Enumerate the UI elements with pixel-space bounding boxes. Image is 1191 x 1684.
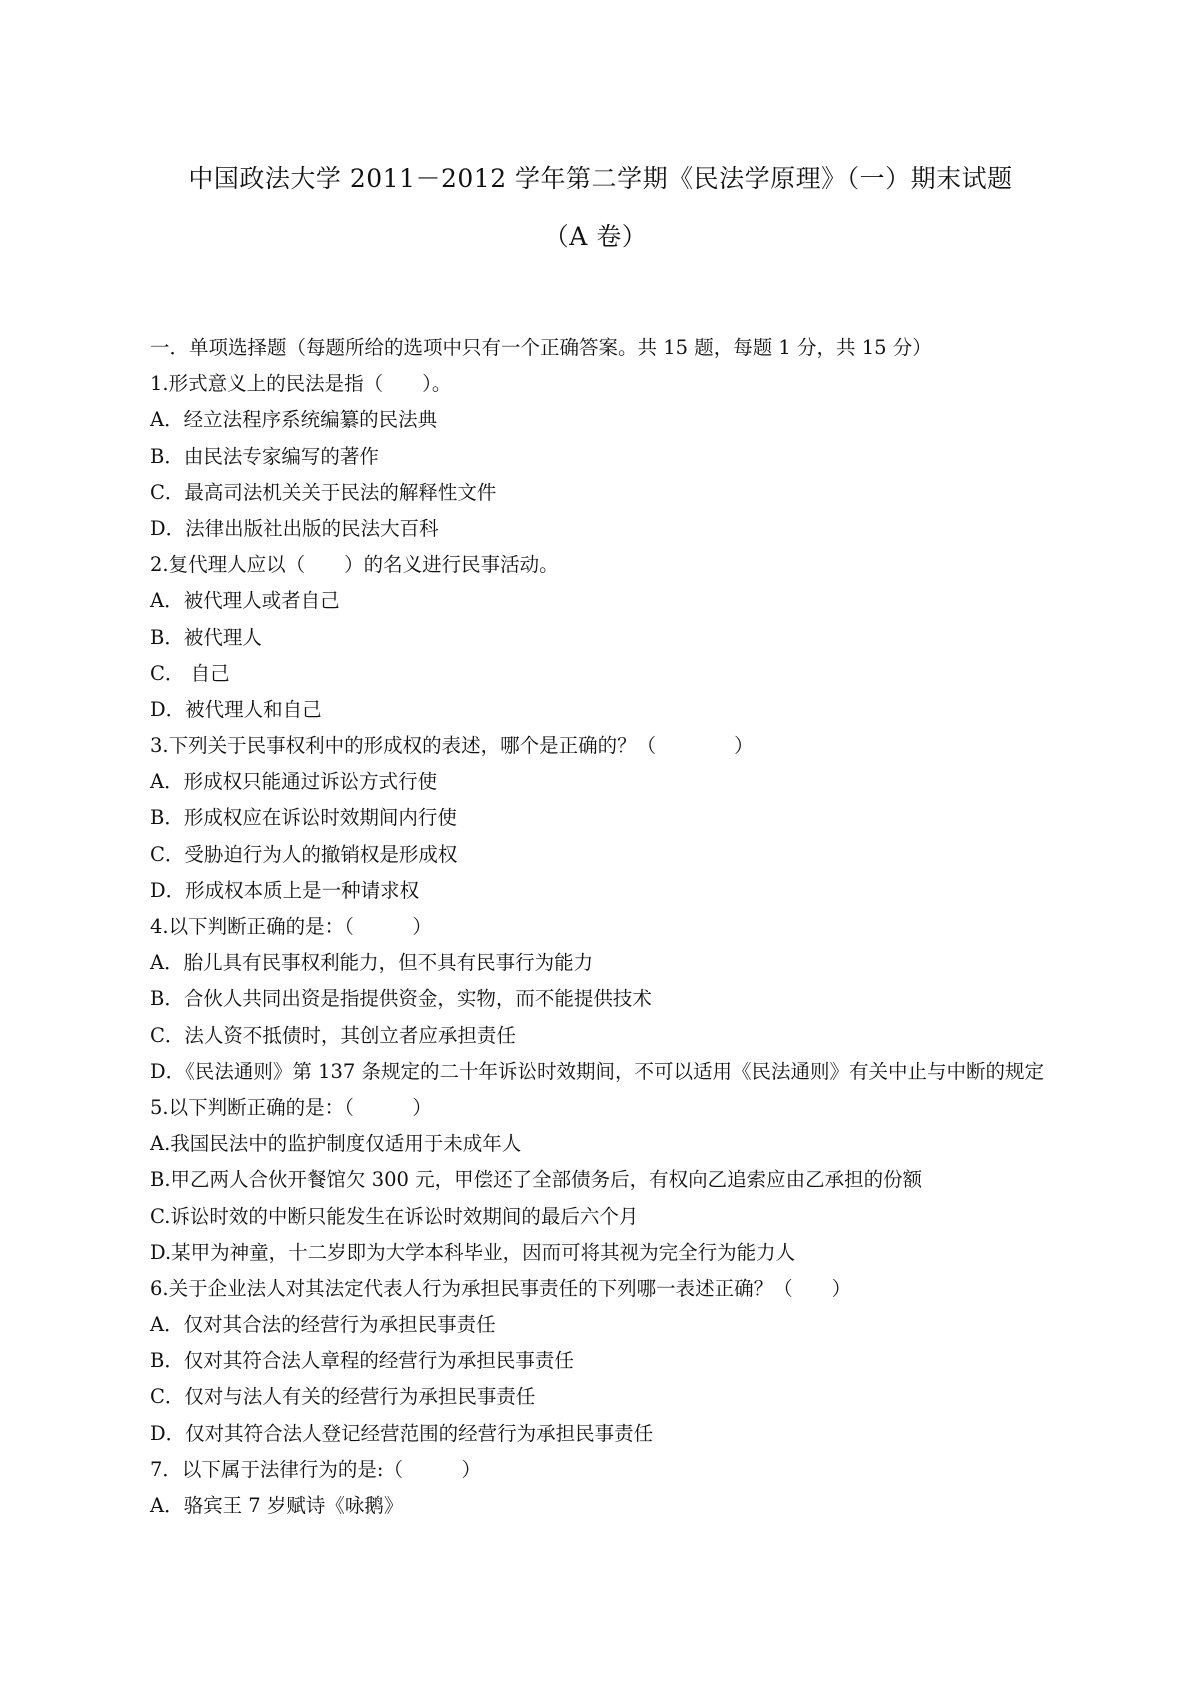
question-5-option-b: B.甲乙两人合伙开餐馆欠 300 元，甲偿还了全部债务后，有权向乙追索应由乙承担的份额 (150, 1168, 923, 1192)
question-6-stem: 6.关于企业法人对其法定代表人行为承担民事责任的下列哪一表述正确？（ ） (150, 1276, 852, 1300)
question-6-option-b: B．仅对其符合法人章程的经营行为承担民事责任 (150, 1349, 574, 1373)
question-4-option-a: A．胎儿具有民事权利能力，但不具有民事行为能力 (150, 951, 594, 975)
exam-content (110, 330, 1070, 1524)
title-line-2: （A 卷） (543, 222, 648, 251)
question-3-stem: 3.下列关于民事权利中的形成权的表述，哪个是正确的？（ ） (150, 734, 754, 758)
question-7-option-a: A．骆宾王 7 岁赋诗《咏鹅》 (150, 1494, 404, 1518)
question-4-option-c: C．法人资不抵债时，其创立者应承担责任 (150, 1023, 516, 1047)
section-heading: 一．单项选择题（每题所给的选项中只有一个正确答案。共 15 题，每题 1 分，共 15 分） (150, 336, 932, 359)
question-3-option-a: A．形成权只能通过诉讼方式行使 (150, 770, 438, 794)
question-1-stem: 1.形式意义上的民法是指（ ）。 (150, 372, 452, 396)
question-3-option-b: B．形成权应在诉讼时效期间内行使 (150, 806, 457, 830)
question-3-option-c: C．受胁迫行为人的撤销权是形成权 (150, 842, 458, 866)
question-1-option-a: A．经立法程序系统编纂的民法典 (150, 408, 438, 432)
question-2-option-c: C． 自己 (150, 661, 230, 685)
question-7-stem: 7．以下属于法律行为的是:（ ） (150, 1457, 481, 1481)
question-4-stem: 4.以下判断正确的是：（ ） (150, 915, 432, 938)
question-6-option-a: A．仅对其合法的经营行为承担民事责任 (150, 1313, 496, 1337)
exam-title (0, 150, 1191, 266)
question-5-option-c: C.诉讼时效的中断只能发生在诉讼时效期间的最后六个月 (150, 1204, 639, 1228)
question-2-option-b: B．被代理人 (150, 625, 262, 649)
question-1-option-c: C．最高司法机关关于民法的解释性文件 (150, 480, 497, 504)
question-2-option-a: A．被代理人或者自己 (150, 589, 340, 613)
question-6-option-d: D．仅对其符合法人登记经营范围的经营行为承担民事责任 (150, 1421, 654, 1445)
question-4-option-b: B．合伙人共同出资是指提供资金，实物，而不能提供技术 (150, 987, 652, 1011)
question-2-option-d: D．被代理人和自己 (150, 697, 322, 721)
question-5-option-a: A.我国民法中的监护制度仅适用于未成年人 (150, 1132, 522, 1156)
question-1-option-b: B．由民法专家编写的著作 (150, 444, 379, 468)
question-6-option-c: C．仅对与法人有关的经营行为承担民事责任 (150, 1385, 536, 1409)
question-5-stem: 5.以下判断正确的是：（ ） (150, 1095, 432, 1119)
question-3-option-d: D．形成权本质上是一种请求权 (150, 878, 420, 902)
question-5-option-d: D.某甲为神童，十二岁即为大学本科毕业，因而可将其视为完全行为能力人 (150, 1240, 796, 1264)
title-line-1: 中国政法大学 2011－2012 学年第二学期《民法学原理》（一）期末试题 (188, 164, 1013, 193)
question-1-option-d: D．法律出版社出版的民法大百科 (150, 516, 439, 540)
question-4-option-d: D．《民法通则》第 137 条规定的二十年诉讼时效期间，不可以适用《民法通则》有关中止与中断的规定 (150, 1059, 1045, 1083)
question-2-stem: 2.复代理人应以（ ）的名义进行民事活动。 (150, 553, 559, 577)
